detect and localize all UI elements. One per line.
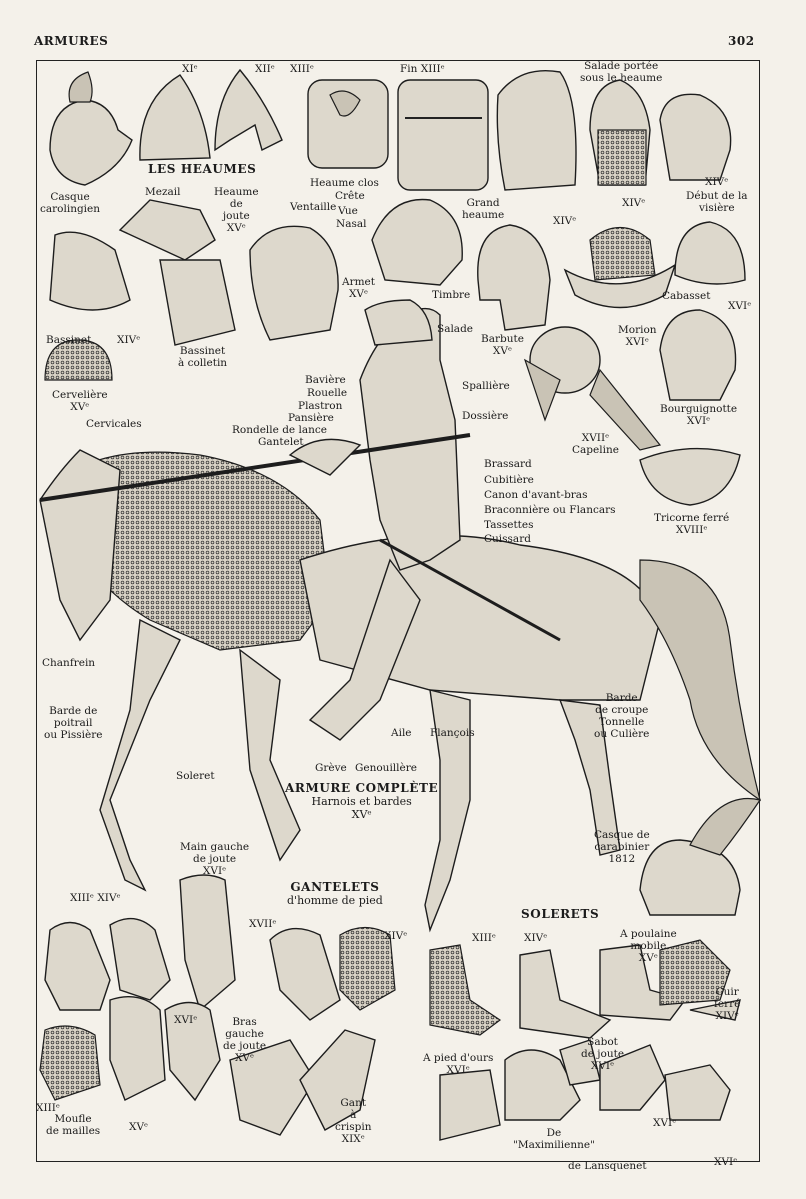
label-bassinet: Bassinet bbox=[46, 334, 92, 346]
label-spalliere: Spallière bbox=[462, 380, 510, 392]
label-sabot-joute: Sabot de joute XVIᵉ bbox=[581, 1036, 625, 1072]
label-genouillere: Genouillère bbox=[355, 762, 417, 774]
label-xiv-gantelet: XIVᵉ bbox=[384, 930, 408, 942]
label-bassinet-colletin: Bassinet à colletin bbox=[178, 345, 228, 369]
tricorne-drawing bbox=[640, 449, 740, 505]
gauntlets-drawing bbox=[40, 875, 395, 1135]
morion-drawing bbox=[565, 228, 675, 308]
label-fin-xiii: Fin XIIIᵉ bbox=[400, 63, 445, 75]
label-flancois: Flançois bbox=[430, 727, 475, 739]
label-cabasset: Cabasset bbox=[662, 290, 711, 302]
label-mezail: Mezail bbox=[145, 186, 181, 198]
caption-armure-complete bbox=[285, 781, 438, 821]
label-main-gauche-joute: Main gauche de joute XVIᵉ bbox=[180, 841, 250, 877]
barbute-drawing bbox=[478, 225, 550, 330]
label-xiii-moufle: XIIIᵉ bbox=[36, 1102, 60, 1114]
label-crete: Crête bbox=[335, 190, 365, 202]
label-tassettes: Tassettes bbox=[484, 519, 534, 531]
label-casque-carolingien: Casque carolingien bbox=[40, 191, 101, 215]
label-armet: Armet XVᵉ bbox=[342, 276, 375, 300]
visiere-helmet-drawing bbox=[660, 94, 731, 180]
label-xiii-soleret: XIIIᵉ bbox=[472, 932, 496, 944]
label-chanfrein: Chanfrein bbox=[42, 657, 96, 669]
label-xvii-gantelet: XVIIᵉ bbox=[249, 918, 277, 930]
label-bourguignotte: Bourguignotte XVIᵉ bbox=[660, 403, 738, 427]
caption-armure-title: ARMURE COMPLÈTE bbox=[285, 781, 439, 795]
label-brassard: Brassard bbox=[484, 458, 532, 470]
label-baviere: Bavière bbox=[305, 374, 346, 386]
label-xiv-grand-heaume: XIVᵉ bbox=[553, 215, 577, 227]
label-xvi-gantelet: XVIᵉ bbox=[174, 1014, 198, 1026]
label-canon-avant-bras: Canon d'avant-bras bbox=[484, 489, 588, 501]
caption-les-heaumes: LES HEAUMES bbox=[148, 162, 257, 176]
cerveliere-drawing bbox=[45, 340, 112, 380]
label-rouelle: Rouelle bbox=[307, 387, 348, 399]
label-xiv-visiere: XIVᵉ bbox=[705, 176, 729, 188]
label-cuissard: Cuissard bbox=[484, 533, 531, 545]
armet-drawing bbox=[250, 226, 338, 340]
label-cervicales: Cervicales bbox=[86, 418, 142, 430]
cabasset-drawing bbox=[675, 222, 745, 284]
caption-gantelets-subtitle: d'homme de pied bbox=[287, 894, 383, 907]
label-aile: Aile bbox=[391, 727, 412, 739]
helmet-with-visor-drawing bbox=[372, 200, 462, 286]
label-heaume-joute: Heaume de joute XVᵉ bbox=[214, 186, 259, 234]
xi-helmet-drawing bbox=[140, 75, 210, 160]
label-lansquenet: de Lansquenet bbox=[568, 1160, 647, 1172]
label-salade-portee: Salade portée sous le heaume bbox=[580, 60, 663, 84]
label-debut-visiere: Début de la visière bbox=[686, 190, 748, 214]
label-tricorne: Tricorne ferré XVIIIᵉ bbox=[654, 512, 730, 536]
label-ventaille: Ventaille bbox=[290, 201, 337, 213]
label-xvi-cabasset: XVIᵉ bbox=[728, 300, 752, 312]
bourguignotte-drawing bbox=[660, 310, 736, 400]
label-plastron: Plastron bbox=[298, 400, 343, 412]
label-xi: XIᵉ bbox=[182, 63, 198, 75]
label-barbute: Barbute XVᵉ bbox=[481, 333, 524, 357]
label-rondelle-lance: Rondelle de lance bbox=[232, 424, 327, 436]
label-gant-crispin: Gant à crispin XIXᵉ bbox=[335, 1097, 372, 1145]
page-number: 302 bbox=[728, 34, 755, 48]
label-pied-ours: A pied d'ours XVIᵉ bbox=[423, 1052, 494, 1076]
label-nasal: Nasal bbox=[336, 218, 367, 230]
label-casque-carabinier: Casque de carabinier 1812 bbox=[594, 829, 650, 865]
caption-armure-subtitle: Harnois et bardes bbox=[311, 795, 412, 808]
label-morion: Morion XVIᵉ bbox=[618, 324, 657, 348]
label-salade: Salade bbox=[437, 323, 474, 335]
caption-gantelets-title: GANTELETS bbox=[290, 880, 380, 894]
label-cuir-ferre: Cuir ferré XIVᵉ bbox=[714, 986, 741, 1022]
bassinet-drawing bbox=[50, 232, 130, 310]
carabinier-helmet-drawing bbox=[640, 798, 760, 915]
label-bras-gauche-joute: Bras gauche de joute XVᵉ bbox=[223, 1016, 267, 1064]
section-title: ARMURES bbox=[34, 34, 109, 48]
label-poulaine-mobile: A poulaine mobile XVᵉ bbox=[620, 928, 677, 964]
label-grand-heaume: Grand heaume bbox=[462, 197, 505, 221]
caption-armure-century: XVᵉ bbox=[351, 808, 372, 821]
label-heaume-clos: Heaume clos bbox=[310, 177, 379, 189]
carolingian-helmet-drawing bbox=[50, 72, 132, 185]
label-maximilienne: De "Maximilienne" bbox=[513, 1127, 595, 1151]
label-cerveliere: Cervelière XVᵉ bbox=[52, 389, 108, 413]
label-capeline: XVIIᵉ Capeline bbox=[572, 432, 619, 456]
label-xv-moufle: XVᵉ bbox=[129, 1121, 149, 1133]
label-moufle-mailles: Moufle de mailles bbox=[46, 1113, 101, 1137]
label-barde-poitrail: Barde de poitrail ou Pissière bbox=[44, 705, 103, 741]
label-soleret: Soleret bbox=[176, 770, 215, 782]
label-xiv-salade-portee: XIVᵉ bbox=[622, 197, 646, 209]
label-xvi-lansquenet: XVIᵉ bbox=[714, 1156, 738, 1168]
salade-portee-drawing bbox=[590, 80, 650, 185]
label-vue: Vue bbox=[338, 205, 358, 217]
label-xvi-maximilienne: XVIᵉ bbox=[653, 1117, 677, 1129]
label-greve: Grève bbox=[315, 762, 347, 774]
label-gantelet: Gantelet bbox=[258, 436, 304, 448]
label-cubitiere: Cubitière bbox=[484, 474, 534, 486]
label-xiii-xiv-gantelets: XIIIᵉ XIVᵉ bbox=[70, 892, 121, 904]
label-xii: XIIᵉ bbox=[255, 63, 275, 75]
label-xiv-bassinet: XIVᵉ bbox=[117, 334, 141, 346]
mounted-knight-drawing bbox=[40, 300, 760, 930]
fin-xiii-heaume-drawing bbox=[398, 80, 488, 190]
xii-helmet-drawing bbox=[215, 70, 282, 150]
caption-solerets: SOLERETS bbox=[521, 907, 600, 921]
heaume-clos-drawing bbox=[308, 80, 388, 168]
grand-heaume-drawing bbox=[497, 71, 576, 190]
caption-gantelets bbox=[287, 880, 383, 907]
label-dossiere: Dossière bbox=[462, 410, 509, 422]
label-xiv-soleret: XIVᵉ bbox=[524, 932, 548, 944]
label-braconniere: Braconnière ou Flancars bbox=[484, 504, 616, 516]
label-xiii: XIIIᵉ bbox=[290, 63, 314, 75]
label-barde-croupe: Barde de croupe Tonnelle ou Culière bbox=[594, 692, 650, 740]
label-timbre: Timbre bbox=[432, 289, 471, 301]
label-pansiere: Pansière bbox=[288, 412, 334, 424]
